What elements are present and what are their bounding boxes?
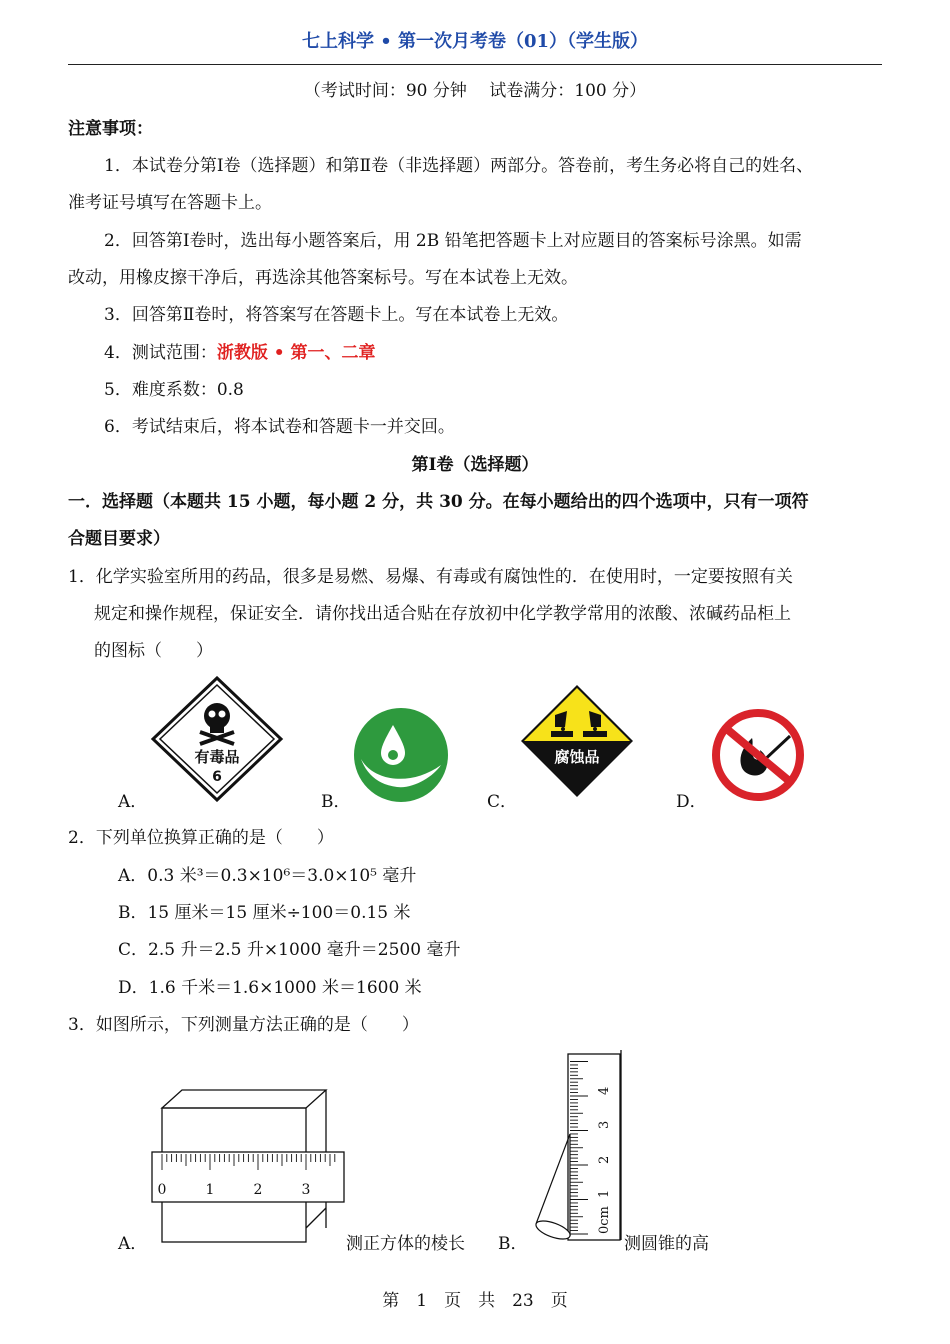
cube-ruler-figure <box>148 1088 348 1246</box>
page-number: 第 1 页 共 23 页 <box>382 1291 568 1311</box>
notice-heading: 注意事项： <box>68 119 153 139</box>
q2-stem: 2．下列单位换算正确的是（ ） <box>68 828 334 848</box>
no-fire-sign-icon <box>708 708 808 802</box>
notice-item-1-line1: 1．本试卷分第Ⅰ卷（选择题）和第Ⅱ卷（非选择题）两部分。答卷前，考生务必将自己的姓名、 <box>104 156 814 176</box>
section-heading-line2: 合题目要求） <box>68 529 170 549</box>
q3-stem: 3．如图所示，下列测量方法正确的是（ ） <box>68 1015 419 1035</box>
q3-option-b-label[interactable]: B． <box>498 1234 528 1254</box>
q1-option-a[interactable]: A． <box>118 792 148 812</box>
toxic-sign-number: 6 <box>212 769 222 785</box>
ruler-b-tick-1: 1 <box>597 1189 612 1198</box>
notice-item-1-line2: 准考证号填写在答题卡上。 <box>68 193 272 213</box>
header-divider <box>68 64 882 65</box>
q1-option-d[interactable]: D． <box>676 792 707 812</box>
q1-option-c[interactable]: C． <box>487 792 518 812</box>
q2-option-c[interactable]: C．2.5 升＝2.5 升×1000 毫升＝2500 毫升 <box>118 940 461 960</box>
section-title: 第Ⅰ卷（选择题） <box>411 455 539 475</box>
q2-option-a[interactable]: A．0.3 米³＝0.3×10⁶＝3.0×10⁵ 毫升 <box>118 866 417 886</box>
corrosive-sign-icon <box>519 683 635 799</box>
corrosive-sign-label: 腐蚀品 <box>554 748 600 766</box>
q3-option-a-label[interactable]: A． <box>118 1234 148 1254</box>
q3-option-a-text: 测正方体的棱长 <box>346 1234 465 1254</box>
notice-item-2-line1: 2．回答第Ⅰ卷时，选出每小题答案后，用 2B 铅笔把答题卡上对应题目的答案标号涂黑。如需 <box>104 231 802 251</box>
q3-option-b-text: 测圆锥的高 <box>624 1234 709 1254</box>
ruler-b-tick-3: 3 <box>597 1120 612 1129</box>
notice-item-5: 5．难度系数：0.8 <box>104 380 244 400</box>
notice-item-6: 6．考试结束后，将本试卷和答题卡一并交回。 <box>104 417 455 437</box>
test-scope: 浙教版 • 第一、二章 <box>216 343 376 363</box>
ruler-b-tick-4: 4 <box>597 1086 612 1095</box>
ruler-a-tick-2: 2 <box>253 1182 263 1198</box>
exam-info: （考试时间：90 分钟 试卷满分：100 分） <box>303 81 647 101</box>
notice-item-2-line2: 改动，用橡皮擦干净后，再选涂其他答案标号。写在本试卷上无效。 <box>68 268 578 288</box>
ruler-a-tick-0: 0 <box>157 1182 167 1198</box>
toxic-sign-icon <box>150 676 284 802</box>
notice-item-3: 3．回答第Ⅱ卷时，将答案写在答题卡上。写在本试卷上无效。 <box>104 305 569 325</box>
ruler-b-tick-0: 0cm <box>597 1206 612 1234</box>
q1-option-b[interactable]: B． <box>321 792 351 812</box>
cone-ruler-figure <box>526 1050 626 1246</box>
notice-item-4 <box>104 338 376 363</box>
q1-stem-line2: 规定和操作规程，保证安全．请你找出适合贴在存放初中化学教学常用的浓酸、浓碱药品柜上 <box>94 604 791 624</box>
water-saving-sign-icon <box>353 707 449 803</box>
page-header-title: 七上科学 • 第一次月考卷（01）（学生版） <box>301 31 649 52</box>
q2-option-d[interactable]: D．1.6 千米＝1.6×1000 米＝1600 米 <box>118 978 422 998</box>
toxic-sign-label: 有毒品 <box>194 748 240 766</box>
ruler-a-tick-3: 3 <box>301 1182 311 1198</box>
section-heading-line1: 一．选择题（本题共 15 小题，每小题 2 分，共 30 分。在每小题给出的四个选项中，只有一项符 <box>68 492 809 512</box>
ruler-b-tick-2: 2 <box>597 1155 612 1164</box>
notice-item-4-prefix: 4．测试范围： <box>104 343 217 363</box>
ruler-a-tick-1: 1 <box>205 1182 215 1198</box>
q1-stem-line3: 的图标（ ） <box>94 641 213 661</box>
q2-option-b[interactable]: B．15 厘米＝15 厘米÷100＝0.15 米 <box>118 903 411 923</box>
q1-stem-line1: 1．化学实验室所用的药品，很多是易燃、易爆、有毒或有腐蚀性的．在使用时，一定要按照有关 <box>68 567 793 587</box>
